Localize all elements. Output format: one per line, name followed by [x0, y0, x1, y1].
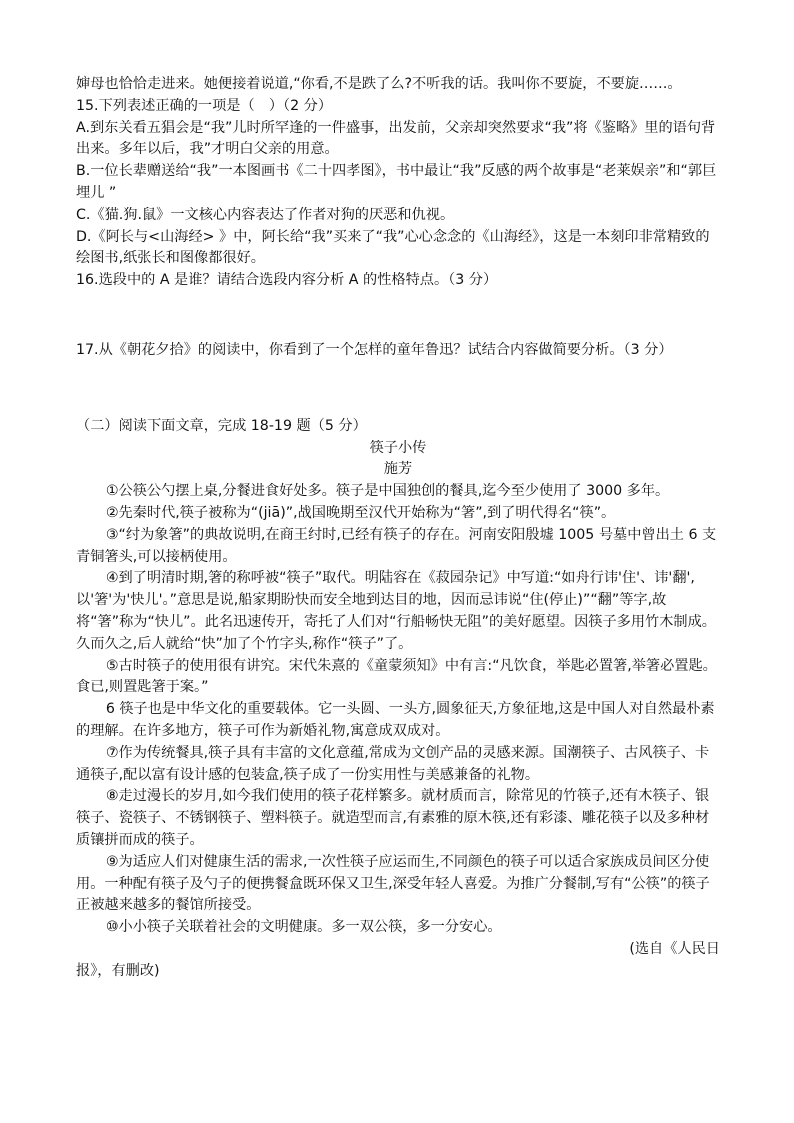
article-paragraph-4: ④到了明清时期,箸的称呼被“筷子”取代。明陆容在《菽园杂记》中写道:“如舟行讳'住'、讳'翻',以'箸'为'快儿'。”意思是说,船家期盼快而安全地到达目的地，因而忌讳说“住(停止)”“翻”等字,故将“箸”称为“快儿”。此名迅速传开，寄托了人们对“行船畅快无阻”的美好愿望。因筷子多用竹木制成。久而久之,后人就给“快”加了个竹字头,称作“筷子”了。	[76, 570, 716, 652]
question-15-option-d: D.《阿长与<山海经> 》中，阿长给“我”买来了“我”心心念念的《山海经》，这是一本刻印非常精致的绘图书,纸张长和图像都很好。	[76, 228, 710, 267]
exam-page	[76, 74, 720, 982]
question-15-option-b: B.一位长辈赠送给“我”一本图画书《二十四孝图》，书中最让“我”反感的两个故事是“老莱娱亲”和“郭巨埋儿 ”	[76, 163, 717, 201]
article-paragraph-5: ⑤古时筷子的使用很有讲究。宋代朱熹的《童蒙须知》中有言:“凡饮食，举匙必置箸,举箸必置匙。食已,则置匙箸于案。”	[76, 657, 717, 696]
article-paragraph-3: ③“纣为象箸”的典故说明,在商王纣时,已经有筷子的存在。河南安阳殷墟 1005 号墓中曾出土 6 支青铜箸头,可以接柄使用。	[76, 526, 717, 565]
article-paragraph-7: ⑦作为传统餐具,筷子具有丰富的文化意蕴,常成为文创产品的灵感来源。国潮筷子、古风筷子、卡通筷子,配以富有设计感的包装盒,筷子成了一份实用性与美感兼备的礼物。	[76, 744, 710, 783]
section-2-heading: （二）阅读下面文章，完成 18-19 题（5 分）	[76, 417, 367, 434]
question-15-option-c: C.《猫.狗.鼠》一文核心内容表达了作者对狗的厌恶和仇视。	[76, 206, 455, 223]
article-paragraph-8: ⑧走过漫长的岁月,如今我们使用的筷子花样繁多。就材质而言，除常见的竹筷子,还有木筷子、银筷子、瓷筷子、不锈钢筷子、塑料筷子。就造型而言,有素雅的原木筷,还有彩漆、雕花筷子以及多种材质镶拼而成的筷子。	[76, 788, 710, 848]
article-paragraph-10: ⑩小小筷子关联着社会的文明健康。多一双公筷，多一分安心。	[105, 919, 502, 936]
article-author: 施芳	[383, 461, 413, 478]
question-15-option-a: A.到东关看五猖会是“我”儿时所罕逢的一件盛事，出发前，父亲却突然要求“我”将《鉴略》里的语句背出来。多年以后，我”才明白父亲的用意。	[76, 119, 716, 158]
article-paragraph-2: ②先秦时代,筷子被称为“(jiā)”,战国晚期至汉代开始称为“箸”,到了明代得名“筷”。	[105, 504, 616, 521]
article-paragraph-1: ①公筷公勺摆上桌,分餐进食好处多。筷子是中国独创的餐具,迄今至少使用了 3000 多年。	[105, 483, 670, 500]
article-title: 筷子小传	[369, 439, 427, 456]
question-17: 17.从《朝花夕拾》的阅读中，你看到了一个怎样的童年鲁迅？试结合内容做简要分析。（3 分）	[76, 341, 673, 358]
article-source-part-2: 报》，有删改)	[76, 962, 160, 979]
answer-space-17	[76, 362, 720, 416]
question-16: 16.选段中的 A 是谁？请结合选段内容分析 A 的性格特点。（3 分）	[76, 272, 498, 289]
continued-text: 婶母也恰恰走进来。她便接着说道,“你看,不是跌了么?不听我的话。我叫你不要旋，不要旋……。	[76, 76, 682, 92]
question-15-stem: 15.下列表述正确的一项是（ ）（2 分）	[76, 97, 333, 114]
article-paragraph-9: ⑨为适应人们对健康生活的需求,一次性筷子应运而生,不同颜色的筷子可以适合家族成员间区分使用。一种配有筷子及勺子的便携餐盒既环保又卫生,深受年轻人喜爱。为推广分餐制,写有“公筷”的筷子正被越来越多的餐馆所接受。	[76, 853, 710, 914]
article-paragraph-6: 6 筷子也是中华文化的重要载体。它一头圆、一头方,圆象征天,方象征地,这是中国人对自然最朴素的理解。在许多地方，筷子可作为新婚礼物,寓意成双成对。	[76, 701, 715, 739]
article-source-part-1: (选自《人民日	[629, 940, 720, 957]
answer-space-16	[76, 292, 720, 340]
